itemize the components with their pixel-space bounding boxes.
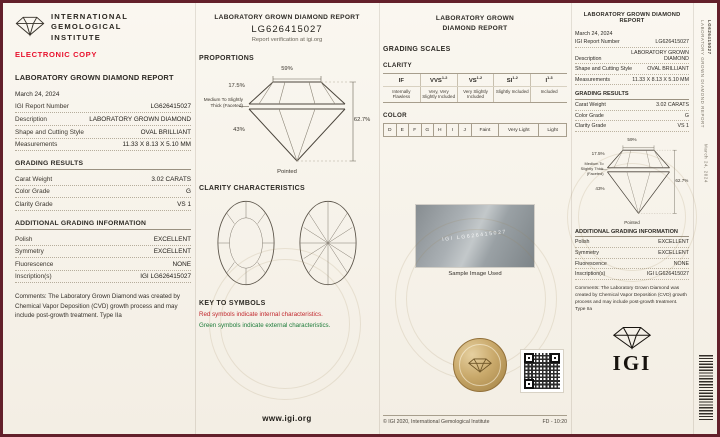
clarity-desc-cell: Included	[530, 87, 567, 102]
proportions-diagram	[199, 68, 375, 173]
clarity-desc-cell: Very, Very Slightly Included	[420, 87, 457, 102]
color-range-cell: Very Light	[499, 124, 539, 136]
field-label: Measurements	[15, 141, 58, 149]
field-label: Color Grade	[15, 188, 50, 196]
field-label: Symmetry	[15, 248, 44, 256]
igi-diamond-emblem-icon	[610, 324, 654, 350]
field-row	[15, 139, 191, 152]
field-row: Clarity Grade VS 1	[575, 121, 689, 132]
field-value: LG626415027	[150, 103, 191, 111]
proportions-panel	[199, 12, 375, 425]
crown-height-percentage: 17.5%	[228, 82, 245, 89]
igi-brand	[15, 12, 191, 43]
girdle-description: Medium To Slightly Thick (Faceted)	[580, 161, 604, 177]
additional-grading-rows	[15, 233, 191, 283]
photo-caption: Sample Image Used	[448, 271, 502, 277]
clarity-grade-cell: $I^{1-3}$	[530, 74, 567, 86]
girdle-description: Medium To Slightly Thick (Faceted)	[203, 97, 243, 109]
color-letter-cell: H	[434, 124, 447, 136]
grading-results-heading: GRADING RESULTS	[15, 160, 191, 170]
igi-wordmark: IGI	[612, 350, 652, 375]
panel2-header	[199, 14, 375, 43]
field-row: Polish EXCELLENT	[575, 237, 689, 248]
culet-description: Pointed	[624, 219, 640, 225]
photo-inscription-text: IGI LG626415027	[442, 229, 508, 243]
field-value: VS 1	[177, 200, 191, 208]
field-value: EXCELLENT	[153, 248, 191, 256]
comments-text: The Laboratory Grown Diamond was created by Chemical Vapor Deposition (CVD) growth process and may include post-growth treatment. Type IIa	[575, 285, 687, 312]
seal-diamond-icon	[467, 356, 493, 374]
panel2-title: LABORATORY GROWN DIAMOND REPORT	[214, 14, 360, 21]
igi-gold-seal-icon	[453, 338, 507, 392]
panel3-title-line2: DIAMOND REPORT	[442, 24, 508, 32]
field-label: IGI Report Number	[15, 103, 69, 111]
grading-results-rows	[15, 173, 191, 211]
brand-name-line2: GEMOLOGICAL	[51, 22, 122, 32]
report-fields	[15, 101, 191, 151]
additional-grading-heading: ADDITIONAL GRADING INFORMATION	[575, 229, 689, 238]
color-letter-cell: J	[459, 124, 472, 136]
field-row: Fluorescence NONE	[575, 259, 689, 270]
fold-line	[379, 3, 380, 434]
color-scale-heading: COLOR	[383, 112, 407, 119]
clarity-desc-cell: Internally Flawless	[392, 88, 411, 100]
comments-paragraph	[15, 292, 191, 320]
field-row	[15, 101, 191, 114]
field-row	[15, 258, 191, 271]
grading-results-heading: GRADING RESULTS	[575, 91, 689, 100]
qr-finder	[524, 379, 534, 389]
color-letter-cell: D	[384, 124, 397, 136]
security-spine	[695, 12, 717, 425]
total-depth-percentage: 62.7%	[675, 178, 689, 184]
panel2-report-number: LG626415027	[251, 24, 323, 35]
field-row	[15, 113, 191, 126]
clarity-scale-table	[383, 73, 567, 103]
spine-report-date: March 24, 2024	[703, 143, 709, 183]
clarity-grade-cell: SI$^{1-2}$	[493, 74, 530, 86]
field-label: Inscription(s)	[15, 273, 52, 281]
microtext-barcode	[699, 355, 713, 421]
grading-scales-panel	[383, 12, 567, 425]
additional-grading-heading: ADDITIONAL GRADING INFORMATION	[15, 220, 191, 230]
key-external-note: Green symbols indicate external characteristics.	[199, 322, 331, 329]
field-row	[15, 246, 191, 259]
key-internal-note: Red symbols indicate internal characteristics.	[199, 311, 323, 318]
qr-finder	[524, 353, 534, 363]
spine-report-number: LG626415027	[707, 20, 712, 55]
panel3-footer	[383, 415, 567, 425]
field-value: 11.33 X 8.13 X 5.10 MM	[122, 141, 191, 149]
verification-note: Report verification at igi.org	[251, 37, 323, 43]
key-to-symbols-heading: KEY TO SYMBOLS	[199, 300, 266, 307]
color-letter-cell: I	[447, 124, 460, 136]
field-row: Measurements 11.33 X 8.13 X 5.10 MM	[575, 75, 689, 86]
comments-label: Comments:	[575, 285, 600, 291]
additional-grading-rows	[575, 237, 689, 279]
clarity-grade-cell: VVS$^{1-2}$	[420, 74, 457, 86]
report-date: March 24, 2024	[15, 90, 60, 98]
igi-logo	[575, 324, 689, 376]
field-value: G	[186, 188, 191, 196]
fold-line	[571, 3, 572, 434]
proportions-heading: PROPORTIONS	[199, 55, 255, 62]
report-title: LABORATORY GROWN DIAMOND REPORT	[15, 72, 174, 82]
form-code: FD - 10:20	[542, 419, 567, 425]
color-letter-cell: G	[422, 124, 435, 136]
color-range-cell: Light	[539, 124, 567, 136]
spine-text-block	[700, 20, 712, 128]
color-range-cell: Faint	[472, 124, 500, 136]
clarity-scale-heading: CLARITY	[383, 61, 412, 69]
color-scale	[383, 123, 567, 137]
field-row	[15, 173, 191, 186]
field-row: IGI Report Number LG626415027	[575, 37, 689, 48]
spine-text-block	[704, 144, 709, 183]
pavilion-depth-percentage: 43%	[595, 185, 605, 191]
front-report-panel	[15, 12, 191, 425]
comments-text: The Laboratory Grown Diamond was created by Chemical Vapor Deposition (CVD) growth process and may include post-growth treatment. Type IIa	[15, 293, 180, 319]
field-value: OVAL BRILLIANT	[140, 128, 191, 136]
igi-website: www.igi.org	[262, 414, 312, 423]
clarity-plot-pavilion-view	[297, 198, 359, 288]
grading-scales-heading: GRADING SCALES	[383, 45, 451, 53]
igi-diamond-logo-icon	[15, 13, 45, 38]
field-row: Inscription(s) IGI LG626415027	[575, 269, 689, 280]
fold-line	[693, 3, 694, 434]
field-row: Color Grade G	[575, 111, 689, 122]
field-value: 3.02 CARATS	[151, 175, 191, 183]
qr-code	[521, 350, 563, 392]
clarity-desc-cell: Very Slightly Included	[457, 87, 494, 102]
sample-photo-figure	[383, 205, 567, 277]
field-label: Polish	[15, 235, 33, 243]
field-label: Carat Weight	[15, 175, 53, 183]
panel3-title-line1: LABORATORY GROWN	[435, 15, 515, 22]
clarity-characteristics-heading: CLARITY CHARACTERISTICS	[199, 185, 305, 192]
report-date: March 24, 2024	[575, 31, 613, 37]
field-row	[15, 198, 191, 211]
clarity-plot-crown-view	[215, 198, 277, 288]
field-row: Carat Weight 3.02 CARATS	[575, 100, 689, 111]
field-value: LABORATORY GROWN DIAMOND	[89, 115, 191, 123]
comments-paragraph	[575, 286, 689, 314]
culet-description: Pointed	[277, 169, 297, 175]
field-label: Clarity Grade	[15, 200, 53, 208]
fold-line	[195, 3, 196, 434]
clarity-desc-cell: Slightly Included	[493, 87, 530, 102]
color-letter-cell: E	[397, 124, 410, 136]
comments-label: Comments:	[15, 293, 47, 301]
table-percentage: 59%	[281, 66, 293, 72]
panel4-title: LABORATORY GROWN DIAMOND REPORT	[583, 12, 681, 24]
clarity-grade-cell: VS$^{1-2}$	[457, 74, 494, 86]
summary-panel	[575, 12, 689, 425]
copyright-text: © IGI 2020, International Gemological Institute	[383, 419, 490, 425]
brand-name-line1: INTERNATIONAL	[51, 12, 129, 21]
spine-report-title: LABORATORY GROWN DIAMOND REPORT	[700, 20, 705, 128]
field-row	[15, 126, 191, 139]
electronic-copy-label: ELECTRONIC COPY	[15, 49, 97, 59]
report-fields	[575, 37, 689, 85]
proportions-diagram-small	[575, 136, 689, 225]
panel3-header	[383, 14, 567, 34]
field-row: Symmetry EXCELLENT	[575, 248, 689, 259]
inscription-value: IGI LG626415027	[140, 273, 191, 281]
diamond-sample-photo	[416, 205, 534, 267]
field-label: Fluorescence	[15, 260, 54, 268]
field-value: NONE	[172, 260, 191, 268]
clarity-grade-codes-row	[383, 74, 567, 86]
field-row	[15, 271, 191, 284]
field-label: Shape and Cutting Style	[15, 128, 84, 136]
field-row: Description LABORATORY GROWN DIAMOND	[575, 48, 689, 65]
total-depth-percentage: 62.7%	[353, 117, 371, 124]
field-row	[15, 233, 191, 246]
field-value: EXCELLENT	[153, 235, 191, 243]
clarity-plot	[199, 198, 375, 288]
qr-finder	[550, 353, 560, 363]
crown-height-percentage: 17.5%	[591, 150, 605, 156]
field-row: Shape and Cutting Style OVAL BRILLIANT	[575, 64, 689, 75]
brand-name-line3: INSTITUTE	[51, 32, 102, 42]
pavilion-depth-percentage: 43%	[233, 126, 245, 133]
field-row	[15, 186, 191, 199]
table-percentage: 59%	[627, 136, 637, 142]
clarity-grade-cell: IF	[398, 77, 405, 84]
clarity-grade-descs-row	[383, 86, 567, 102]
field-label: Description	[15, 115, 47, 123]
grading-results-rows	[575, 100, 689, 132]
color-letter-cell: F	[409, 124, 422, 136]
